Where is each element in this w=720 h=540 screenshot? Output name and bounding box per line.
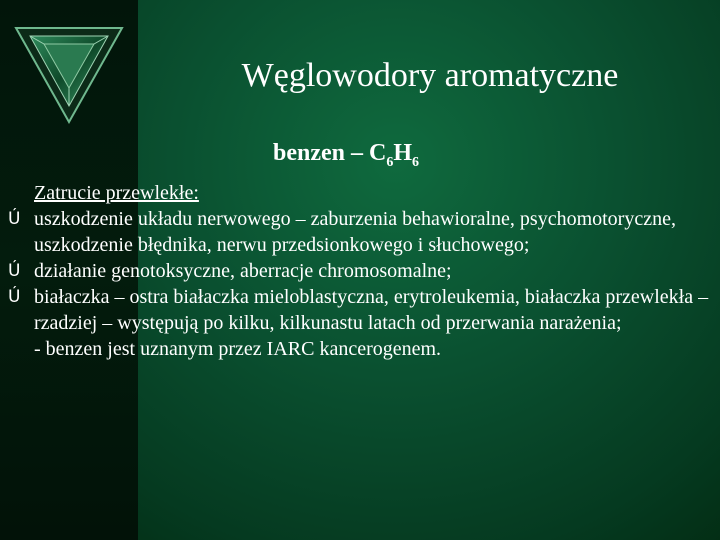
subtitle-subscript-1: 6 — [386, 155, 394, 170]
closing-note: - benzen jest uznanym przez IARC kancerogenem. — [34, 338, 442, 360]
bullet-item — [8, 284, 718, 336]
bullet-item-text: działanie genotoksyczne, aberracje chromosomalne; — [34, 260, 452, 282]
bullet-check-icon: Ú — [8, 261, 21, 281]
subtitle-element-h: H — [393, 140, 413, 166]
bullet-check-icon: Ú — [8, 209, 21, 229]
slide-title: Węglowodory aromatyczne — [241, 57, 619, 94]
slide-content — [8, 180, 718, 362]
bullet-item — [8, 206, 718, 258]
bullet-item-text: uszkodzenie układu nerwowego – zaburzenia behawioralne, psychomotoryczne, uszkodzenie błędnika, nerwu przedsionkowego i słuchowego; — [34, 208, 676, 256]
subtitle-subscript-2: 6 — [412, 155, 420, 170]
subtitle-text: benzen – C — [273, 140, 387, 166]
section-heading: Zatrucie przewlekłe: — [34, 182, 199, 204]
bullet-item-text: białaczka – ostra białaczka mieloblastyczna, erytroleukemia, białaczka przewlekła – rzadziej – występują po kilku, kilkunastu latach od przerwania narażenia; — [34, 286, 709, 334]
bullet-check-icon: Ú — [8, 287, 21, 307]
bullet-item — [8, 258, 718, 284]
slide-subtitle — [273, 138, 419, 178]
